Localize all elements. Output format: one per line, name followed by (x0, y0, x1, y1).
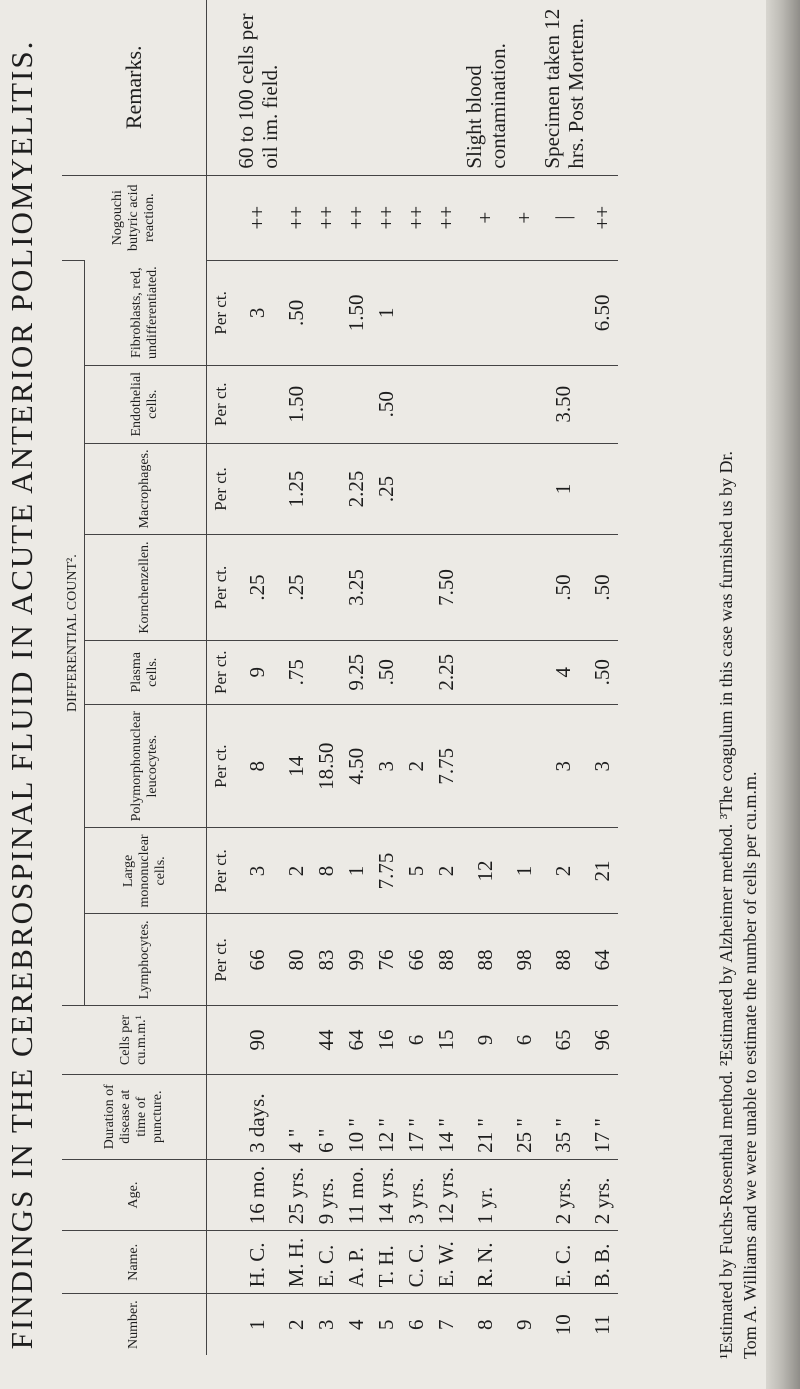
table-row (402, 0, 432, 1355)
cell-coagulum: ++ (402, 175, 432, 260)
cell-fibroblasts (540, 260, 588, 365)
header-name: Name. (62, 1231, 206, 1294)
cell-duration: 4 " (282, 1074, 312, 1159)
cell-number: 6 (402, 1294, 432, 1355)
cell-remarks: Slight blood contamination. (461, 43, 510, 169)
cell-age: 11 mo. (342, 1159, 372, 1230)
cell-endothelial (402, 365, 432, 443)
table-row (312, 0, 342, 1355)
cell-macrophages (510, 443, 540, 535)
empty-cell (206, 1006, 234, 1074)
header-macrophages: Macrophages. (84, 443, 206, 535)
header-duration: Duration of disease at time of puncture. (62, 1074, 206, 1159)
cell-macrophages (312, 443, 342, 535)
cell-fibroblasts (312, 260, 342, 365)
cell-name (510, 1231, 540, 1294)
cell-fibroblasts (402, 260, 432, 365)
cell-age: 2 yrs. (540, 1159, 588, 1230)
cell-large-mononuclear: 1 (510, 828, 540, 914)
cell-plasma: .75 (282, 640, 312, 704)
cell-lymphocytes: 98 (510, 914, 540, 1006)
table-row (540, 0, 588, 1355)
cell-remarks (312, 0, 342, 175)
cell-duration: 35 " (540, 1074, 588, 1159)
cell-macrophages (588, 443, 618, 535)
cell-endothelial: 1.50 (282, 365, 312, 443)
per-ct-label: Per ct. (206, 828, 234, 914)
cell-count: 90 (234, 1006, 282, 1074)
findings-table (62, 0, 618, 1355)
cell-fibroblasts: 1 (372, 260, 402, 365)
cell-number: 5 (372, 1294, 402, 1355)
cell-duration: 25 " (510, 1074, 540, 1159)
cell-polymorphonuclear (462, 704, 510, 827)
cell-plasma (510, 640, 540, 704)
table-row (462, 0, 510, 1355)
cell-plasma: 4 (540, 640, 588, 704)
cell-age: 3 yrs. (402, 1159, 432, 1230)
cell-number: 8 (462, 1294, 510, 1355)
cell-remarks (282, 0, 312, 175)
cell-name: T. H. (372, 1231, 402, 1294)
cell-remarks (372, 0, 402, 175)
table-row (432, 0, 462, 1355)
cell-number: 7 (432, 1294, 462, 1355)
cell-age: 1 yr. (462, 1159, 510, 1230)
cell-name: M. H. (282, 1231, 312, 1294)
cell-plasma: 9.25 (342, 640, 372, 704)
cell-count: 64 (342, 1006, 372, 1074)
header-plasma: Plasma cells. (84, 640, 206, 704)
cell-kornchenzellen (372, 535, 402, 640)
cell-macrophages: .25 (372, 443, 402, 535)
header-kornchenzellen: Kornchenzellen. (84, 535, 206, 640)
cell-polymorphonuclear: 4.50 (342, 704, 372, 827)
cell-lymphocytes: 80 (282, 914, 312, 1006)
cell-macrophages (462, 443, 510, 535)
table-body (206, 0, 618, 1355)
cell-polymorphonuclear: 18.50 (312, 704, 342, 827)
empty-cell (206, 1159, 234, 1230)
cell-remarks (342, 0, 372, 175)
cell-plasma: 9 (234, 640, 282, 704)
cell-age: 2 yrs. (588, 1159, 618, 1230)
cell-count: 44 (312, 1006, 342, 1074)
cell-large-mononuclear: 7.75 (372, 828, 402, 914)
cell-age: 25 yrs. (282, 1159, 312, 1230)
footnote-line: Tom A. Williams and we were unable to estimate the number of cells per cu.m.m. (740, 771, 760, 1359)
cell-coagulum: ++ (342, 175, 372, 260)
cell-polymorphonuclear: 3 (540, 704, 588, 827)
cell-coagulum: ++ (312, 175, 342, 260)
cell-age (510, 1159, 540, 1230)
cell-duration: 21 " (462, 1074, 510, 1159)
cell-kornchenzellen: .25 (282, 535, 312, 640)
cell-coagulum: + (510, 175, 540, 260)
cell-large-mononuclear: 2 (540, 828, 588, 914)
empty-cell (206, 175, 234, 260)
cell-endothelial (510, 365, 540, 443)
cell-lymphocytes: 76 (372, 914, 402, 1006)
cell-name: E. C. (312, 1231, 342, 1294)
cell-fibroblasts (432, 260, 462, 365)
cell-name: C. C. (402, 1231, 432, 1294)
cell-name: E. W. (432, 1231, 462, 1294)
header-polymorphonuclear: Polymorphonuclear leucocytes. (84, 704, 206, 827)
footnotes (714, 19, 762, 1359)
cell-lymphocytes: 88 (462, 914, 510, 1006)
cell-coagulum: ++ (588, 175, 618, 260)
per-ct-label: Per ct. (206, 443, 234, 535)
cell-count: 6 (402, 1006, 432, 1074)
cell-number: 3 (312, 1294, 342, 1355)
cell-number: 9 (510, 1294, 540, 1355)
table-row (372, 0, 402, 1355)
page-title: FINDINGS IN THE CEREBROSPINAL FLUID IN ACUTE ANTERIOR POLIOMYELITIS. (4, 39, 39, 1350)
cell-kornchenzellen: .50 (588, 535, 618, 640)
cell-count (282, 1006, 312, 1074)
header-age: Age. (62, 1159, 206, 1230)
cell-macrophages: 1.25 (282, 443, 312, 535)
cell-lymphocytes: 64 (588, 914, 618, 1006)
cell-number: 1 (234, 1294, 282, 1355)
table-row (342, 0, 372, 1355)
cell-endothelial (312, 365, 342, 443)
cell-count: 16 (372, 1006, 402, 1074)
cell-name: A. P. (342, 1231, 372, 1294)
cell-endothelial (462, 365, 510, 443)
cell-duration: 10 " (342, 1074, 372, 1159)
cell-endothelial (588, 365, 618, 443)
cell-lymphocytes: 66 (402, 914, 432, 1006)
table-row-units (206, 0, 234, 1355)
cell-plasma (312, 640, 342, 704)
cell-duration: 17 " (402, 1074, 432, 1159)
cell-name: H. C. (234, 1231, 282, 1294)
cell-large-mononuclear: 8 (312, 828, 342, 914)
cell-coagulum: ++ (234, 175, 282, 260)
cell-polymorphonuclear (510, 704, 540, 827)
per-ct-label: Per ct. (206, 704, 234, 827)
cell-age: 16 mo. (234, 1159, 282, 1230)
cell-duration: 14 " (432, 1074, 462, 1159)
cell-macrophages (402, 443, 432, 535)
cell-count: 9 (462, 1006, 510, 1074)
cell-duration: 12 " (372, 1074, 402, 1159)
cell-plasma: .50 (588, 640, 618, 704)
cell-fibroblasts (462, 260, 510, 365)
cell-endothelial: .50 (372, 365, 402, 443)
cell-coagulum: ++ (282, 175, 312, 260)
table-row (234, 0, 282, 1355)
cell-count: 96 (588, 1006, 618, 1074)
table-row (510, 0, 540, 1355)
cell-kornchenzellen (462, 535, 510, 640)
cell-macrophages (234, 443, 282, 535)
empty-cell (206, 1074, 234, 1159)
cell-large-mononuclear: 5 (402, 828, 432, 914)
cell-lymphocytes: 88 (540, 914, 588, 1006)
cell-name: R. N. (462, 1231, 510, 1294)
cell-large-mononuclear: 2 (432, 828, 462, 914)
cell-endothelial (234, 365, 282, 443)
cell-coagulum: | (540, 175, 588, 260)
cell-number: 11 (588, 1294, 618, 1355)
cell-large-mononuclear: 12 (462, 828, 510, 914)
header-cells: Cells per cu.m.m.¹ (62, 1006, 206, 1074)
cell-remarks: Specimen taken 12 hrs. Post Mortem. (539, 8, 588, 169)
cell-polymorphonuclear: 3 (588, 704, 618, 827)
cell-kornchenzellen: 3.25 (342, 535, 372, 640)
cell-kornchenzellen (510, 535, 540, 640)
header-differential-count: DIFFERENTIAL COUNT². (62, 260, 84, 1006)
empty-cell (206, 0, 234, 175)
per-ct-label: Per ct. (206, 640, 234, 704)
cell-fibroblasts (510, 260, 540, 365)
cell-plasma: 2.25 (432, 640, 462, 704)
cell-fibroblasts: 3 (234, 260, 282, 365)
cell-duration: 17 " (588, 1074, 618, 1159)
cell-count: 15 (432, 1006, 462, 1074)
cell-large-mononuclear: 1 (342, 828, 372, 914)
table-row (282, 0, 312, 1355)
cell-duration: 6 " (312, 1074, 342, 1159)
cell-number: 4 (342, 1294, 372, 1355)
cell-remarks (402, 0, 432, 175)
empty-cell (206, 1231, 234, 1294)
header-number: Number. (62, 1294, 206, 1355)
footnote-line: ¹Estimated by Fuchs-Rosenthal method. ²Estimated by Alzheimer method. ³The coagulum in this case was furnished us by Dr. (716, 450, 736, 1359)
cell-coagulum: ++ (372, 175, 402, 260)
cell-name: E. C. (540, 1231, 588, 1294)
cell-large-mononuclear: 2 (282, 828, 312, 914)
per-ct-label: Per ct. (206, 365, 234, 443)
cell-coagulum: + (462, 175, 510, 260)
cell-plasma: .50 (372, 640, 402, 704)
cell-name: B. B. (588, 1231, 618, 1294)
cell-macrophages: 1 (540, 443, 588, 535)
header-large-mononuclear: Large mononuclear cells. (84, 828, 206, 914)
cell-endothelial (342, 365, 372, 443)
cell-lymphocytes: 83 (312, 914, 342, 1006)
cell-kornchenzellen (402, 535, 432, 640)
cell-fibroblasts: 1.50 (342, 260, 372, 365)
cell-remarks (432, 0, 462, 175)
cell-count: 65 (540, 1006, 588, 1074)
cell-lymphocytes: 88 (432, 914, 462, 1006)
cell-count: 6 (510, 1006, 540, 1074)
cell-number: 2 (282, 1294, 312, 1355)
cell-plasma (402, 640, 432, 704)
header-lymphocytes: Lymphocytes. (84, 914, 206, 1006)
cell-age: 12 yrs. (432, 1159, 462, 1230)
cell-number: 10 (540, 1294, 588, 1355)
cell-polymorphonuclear: 7.75 (432, 704, 462, 827)
cell-lymphocytes: 66 (234, 914, 282, 1006)
cell-age: 9 yrs. (312, 1159, 342, 1230)
cell-lymphocytes: 99 (342, 914, 372, 1006)
per-ct-label: Per ct. (206, 914, 234, 1006)
per-ct-label: Per ct. (206, 260, 234, 365)
cell-remarks (510, 0, 540, 175)
cell-polymorphonuclear: 3 (372, 704, 402, 827)
cell-remarks: 60 to 100 cells per oil im. field. (233, 13, 282, 169)
header-fibroblasts: Fibroblasts, red, undifferentiated. (84, 260, 206, 365)
table-row (588, 0, 618, 1355)
cell-macrophages: 2.25 (342, 443, 372, 535)
header-coagulum: Nogouchi butyric acid reaction. (62, 175, 206, 260)
cell-duration: 3 days. (234, 1074, 282, 1159)
cell-polymorphonuclear: 14 (282, 704, 312, 827)
cell-large-mononuclear: 3 (234, 828, 282, 914)
cell-endothelial: 3.50 (540, 365, 588, 443)
cell-polymorphonuclear: 2 (402, 704, 432, 827)
cell-endothelial (432, 365, 462, 443)
cell-coagulum: ++ (432, 175, 462, 260)
cell-kornchenzellen (312, 535, 342, 640)
header-remarks: Remarks. (62, 0, 206, 175)
cell-large-mononuclear: 21 (588, 828, 618, 914)
header-endothelial: Endothelial cells. (84, 365, 206, 443)
cell-macrophages (432, 443, 462, 535)
cell-kornchenzellen: 7.50 (432, 535, 462, 640)
cell-kornchenzellen: .50 (540, 535, 588, 640)
empty-cell (206, 1294, 234, 1355)
cell-kornchenzellen: .25 (234, 535, 282, 640)
per-ct-label: Per ct. (206, 535, 234, 640)
cell-age: 14 yrs. (372, 1159, 402, 1230)
cell-fibroblasts: .50 (282, 260, 312, 365)
cell-plasma (462, 640, 510, 704)
cell-polymorphonuclear: 8 (234, 704, 282, 827)
cell-fibroblasts: 6.50 (588, 260, 618, 365)
cell-remarks (588, 0, 618, 175)
